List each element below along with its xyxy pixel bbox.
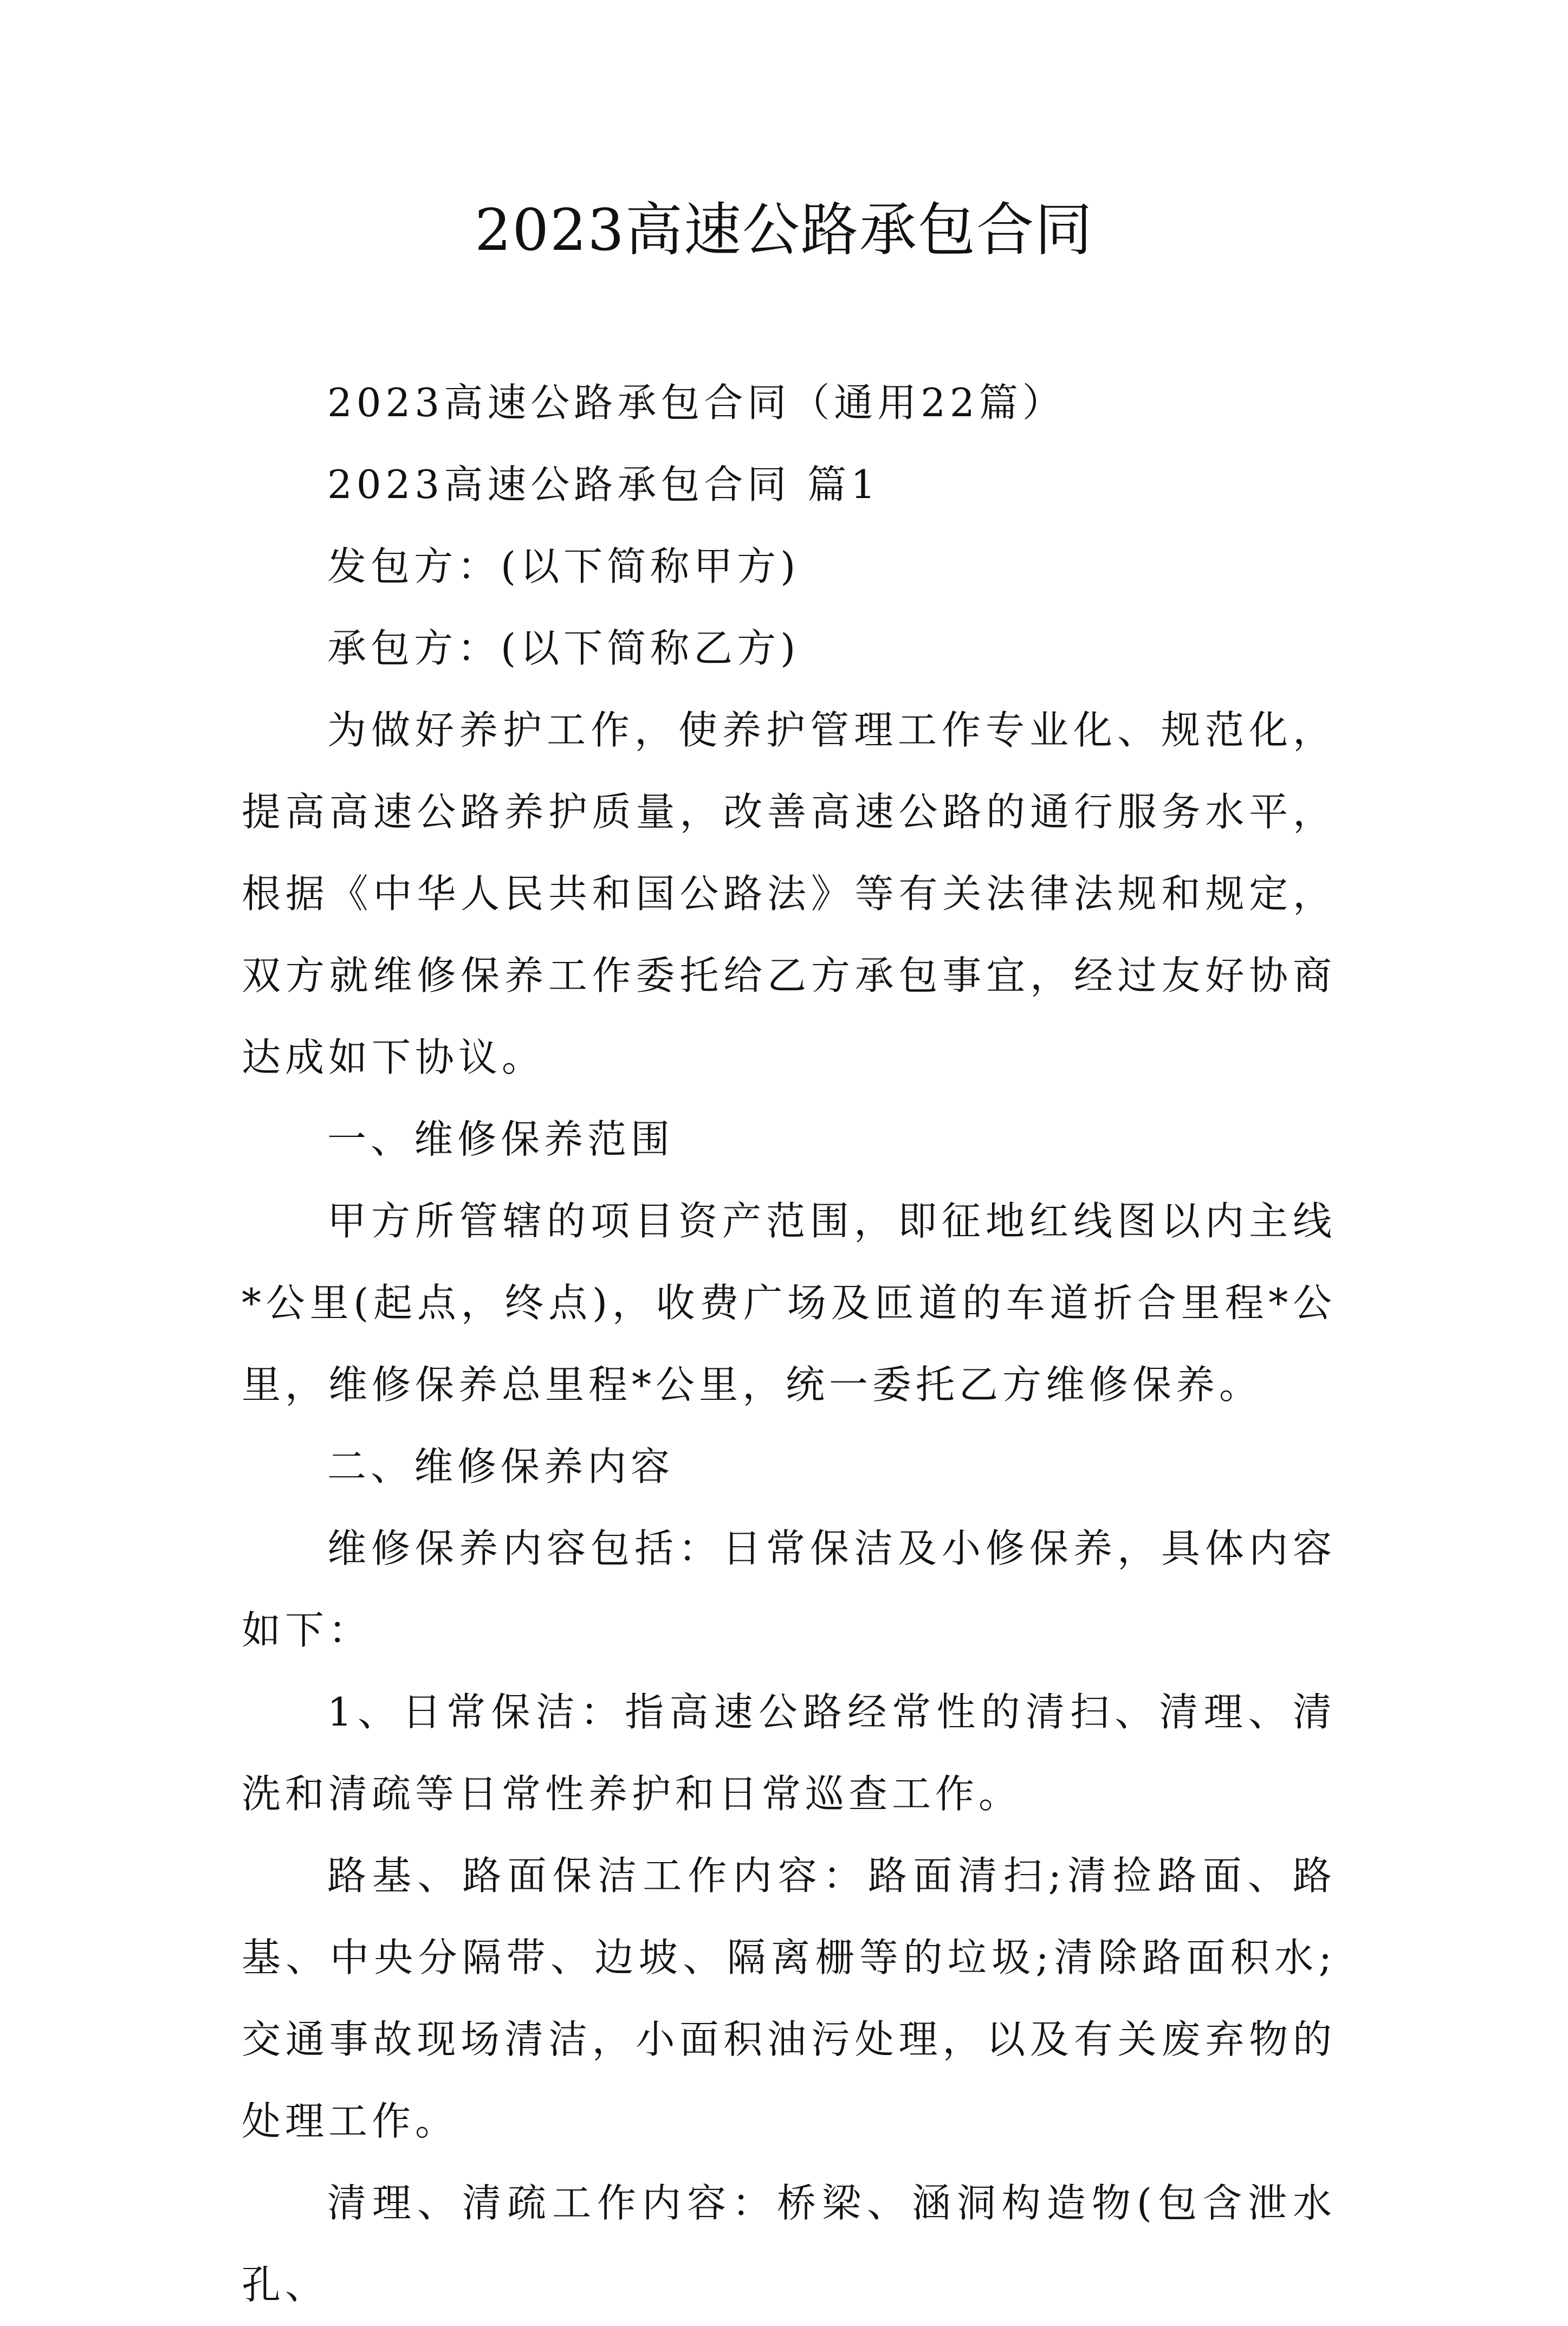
section-heading-paragraph: 2023高速公路承包合同 篇1 [327,462,880,507]
subtitle-paragraph: 2023高速公路承包合同（通用22篇） [327,380,1066,425]
daily-cleaning-paragraph: 1、日常保洁：指高速公路经常性的清扫、清理、清洗和清疏等日常性养护和日常巡查工作。 [242,1689,1336,1817]
preamble-paragraph: 为做好养护工作，使养护管理工作专业化、规范化，提高高速公路养护质量，改善高速公路的通行服务水平，根据《中华人民共和国公路法》等有关法律法规和规定，双方就维修保养工作委托给乙方承包事宜，经过友好协商达成如下协议。 [242,707,1336,1080]
party-b-paragraph: 承包方：(以下简称乙方) [327,625,800,671]
scope-paragraph: 甲方所管辖的项目资产范围，即征地红线图以内主线*公里(起点，终点)，收费广场及匝道的车道折合里程*公里，维修保养总里程*公里，统一委托乙方维修保养。 [242,1198,1336,1407]
document-title: 2023高速公路承包合同 [475,197,1093,263]
clause-heading-content: 二、维修保养内容 [327,1444,675,1489]
document-body [242,362,1336,2326]
clause-heading-scope: 一、维修保养范围 [327,1116,675,1162]
clearing-paragraph: 清理、清疏工作内容：桥梁、涵洞构造物(包含泄水孔、 [242,2180,1336,2308]
roadbed-cleaning-paragraph: 路基、路面保洁工作内容：路面清扫;清捡路面、路基、中央分隔带、边坡、隔离栅等的垃圾;清除路面积水;交通事故现场清洁，小面积油污处理，以及有关废弃物的处理工作。 [242,1853,1336,2144]
party-a-paragraph: 发包方：(以下简称甲方) [327,544,800,589]
content-intro-paragraph: 维修保养内容包括：日常保洁及小修保养，具体内容如下： [242,1526,1336,1653]
